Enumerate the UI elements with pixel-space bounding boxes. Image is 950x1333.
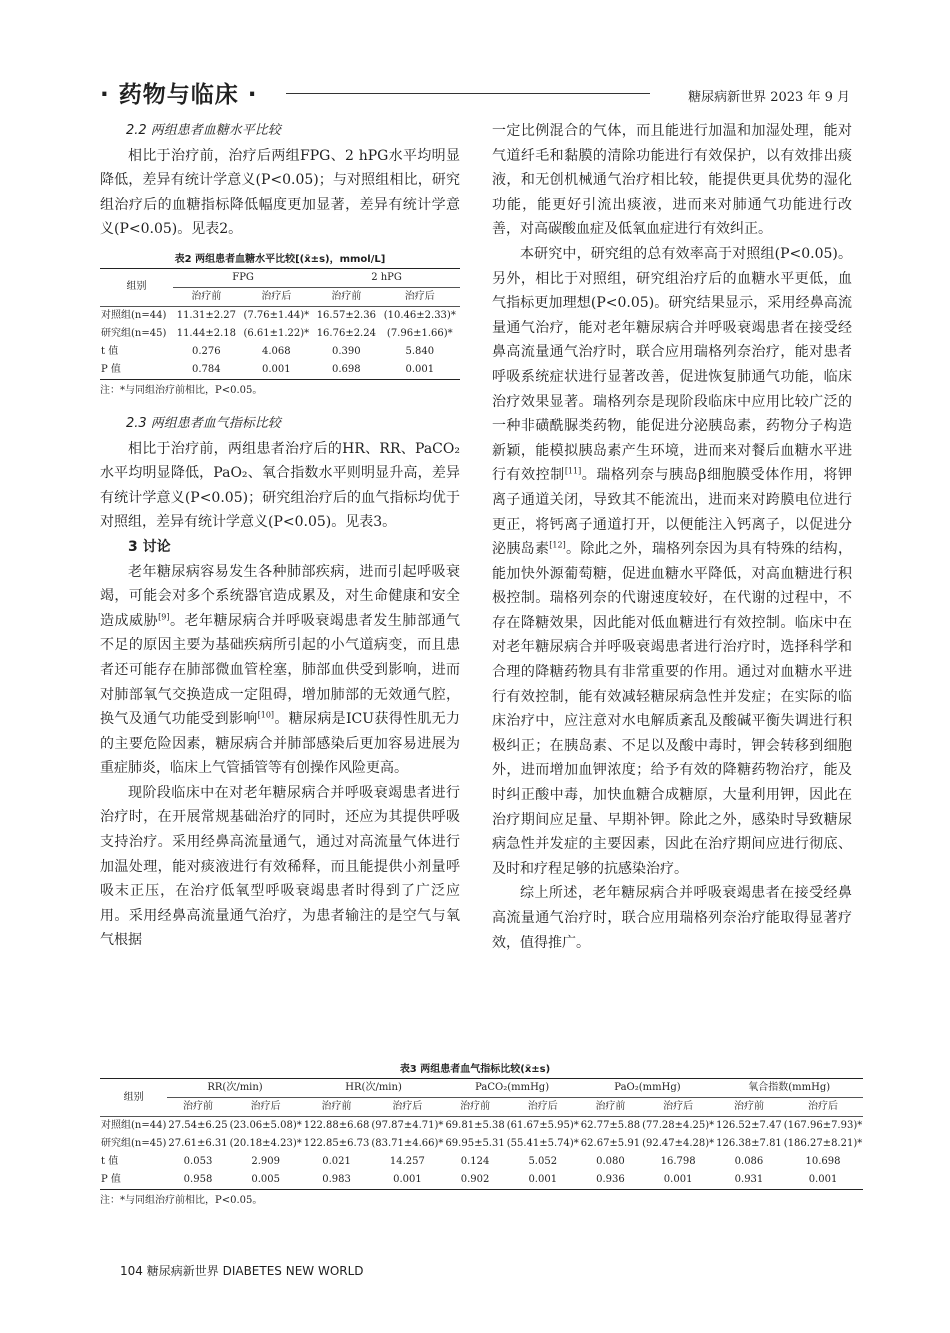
table-cell: 0.001	[240, 361, 313, 380]
row-label: 对照组(n=44)	[100, 306, 173, 325]
text-run: 。瑞格列奈与胰岛β细胞膜受体作用，将钾离子通道关闭，导致其不能流出，进而来对跨膜电位进行更正，将钙离子通道打开，以便能注入钙离子，以促进分泌胰岛素	[492, 467, 853, 558]
table-cell: (20.18±4.23)*	[229, 1138, 302, 1149]
page-footer	[120, 1262, 364, 1279]
footer-journal-cn: 糖尿病新世界	[146, 1264, 219, 1278]
table-col-group: PaCO₂(mmHg)	[444, 1079, 579, 1098]
section-2-2-paragraph: 相比于治疗前，治疗后两组FPG、2 hPG水平均明显降低，差异有统计学意义(P<0.05)；与对照组相比，研究组治疗后的血糖指标降低幅度更加显著，差异有统计学意义(P<0.05)。见表2。	[100, 147, 460, 238]
table-subheader: 治疗后	[808, 1101, 839, 1112]
table-row	[100, 1117, 863, 1136]
table-3	[100, 1062, 863, 1208]
row-label: 研究组(n=45)	[101, 1138, 167, 1149]
table-cell: 126.38±7.81	[716, 1138, 782, 1149]
table-cell: 0.698	[313, 361, 380, 380]
table-cell: 0.001	[641, 1171, 715, 1190]
table-3-caption: 表3 两组患者血气指标比较(x̄±s)	[399, 1064, 551, 1075]
table-2-note: 注：*与同组治疗前相比，P<0.05。	[100, 384, 263, 396]
table-row	[100, 361, 460, 380]
citation-12: [12]	[549, 540, 566, 550]
table-cell: 69.81±5.38	[444, 1117, 505, 1136]
section-2-3-paragraph: 相比于治疗前，两组患者治疗后的HR、RR、PaCO₂水平均明显降低，PaO₂、氧合指数水平则明显升高，差异有统计学意义(P<0.05)；研究组治疗后的血气指标均优于对照组，差异有统计学意义(P<0.05)。见表3。	[100, 440, 460, 531]
table-cell: 0.936	[580, 1171, 641, 1190]
table-cell: 27.61±6.31	[168, 1138, 228, 1149]
table-3-note: 注：*与同组治疗前相比，P<0.05。	[100, 1195, 263, 1206]
discussion-paragraph-continued: 一定比例混合的气体，而且能进行加温和加湿处理，能对气道纤毛和黏膜的清除功能进行有效保护，以有效排出痰液，和无创机械通气治疗相比较，能提供更具优势的湿化功能，能更好引流出痰液，进而来对肺通气功能进行改善，对高碳酸血症及低氧血症进行有效纠正。	[492, 123, 852, 238]
table-row	[100, 1135, 863, 1153]
table-cell: (10.46±2.33)*	[380, 306, 460, 325]
row-label: P 值	[100, 1171, 167, 1190]
table-cell: (92.47±4.28)*	[642, 1138, 715, 1149]
left-column	[100, 119, 460, 953]
row-label: 对照组(n=44)	[100, 1117, 167, 1136]
table-cell: 69.95±5.31	[445, 1138, 505, 1149]
table-subheader: 治疗前	[331, 290, 362, 302]
citation-10: [10]	[257, 710, 275, 720]
table-cell: 16.57±2.36	[313, 306, 380, 325]
table-col-group: RR(次/min)	[167, 1079, 302, 1098]
table-cell: 0.086	[734, 1156, 764, 1167]
table-cell: (97.87±4.71)*	[370, 1117, 444, 1136]
table-3-grid	[100, 1078, 863, 1190]
table-cell: (6.61±1.22)*	[243, 327, 310, 339]
table-subheader: 治疗后	[404, 290, 435, 302]
text-run: 。除此之外，瑞格列奈因为具有特殊的结构，能加快外源葡萄糖，促进血糖水平降低，对高血糖进行积极控制。瑞格列奈的代谢速度较好，在代谢的过程中，不存在降糖效果，因此能对低血糖进行有效控制。临床中在对老年糖尿病合并呼吸衰竭患者进行治疗时，选择科学和合理的降糖药物具有非常重要的作用。通过对血糖水平进行有效控制，能有效减轻糖尿病急性并发症；在实际的临床治疗中，应注意对水电解质紊乱及酸碱平衡失调进行积极纠正；在胰岛素、不足以及酸中毒时，钾会转移到细胞外，进而增加血钾浓度；给予有效的降糖药物治疗，能及时纠正酸中毒，加快血糖合成糖原，大量利用钾，因此在治疗期间应足量、早期补钾。除此之外，感染时导致糖尿病急性并发症的主要因素，因此在治疗期间应进行彻底、及时和疗程足够的抗感染治疗。	[492, 541, 853, 877]
section-2-3-title: 2.3 两组患者血气指标比较	[126, 415, 281, 431]
journal-date: 糖尿病新世界 2023 年 9 月	[688, 90, 850, 105]
table-row	[100, 343, 460, 361]
table-cell: 10.698	[805, 1156, 841, 1167]
row-label: P 值	[100, 361, 173, 380]
text-run: 。糖尿病是ICU获得性肌无力的主要危险因素，糖尿病合并肺部感染后更加容易进展为重症肺炎，临床上气管插管等有创操作风险更高。	[100, 711, 461, 777]
table-cell: 0.931	[715, 1171, 783, 1190]
table-cell: 122.88±6.68	[303, 1117, 371, 1136]
table-col-group: HR(次/min)	[303, 1079, 445, 1098]
table-cell: (7.76±1.44)*	[240, 306, 313, 325]
table-cell: 14.257	[389, 1156, 425, 1167]
table-subheader: 治疗前	[595, 1101, 626, 1112]
section-3-title: 3 讨论	[128, 538, 171, 555]
table-cell: (61.67±5.95)*	[506, 1117, 580, 1136]
table-row	[100, 1153, 863, 1171]
table-cell: 0.001	[506, 1171, 580, 1190]
table-cell: 5.840	[405, 345, 435, 357]
table-cell: (7.96±1.66)*	[386, 327, 453, 339]
table-2-caption: 表2 两组患者血糖水平比较[(x̄±s)，mmol/L]	[174, 253, 386, 265]
table-subheader: 治疗后	[663, 1101, 694, 1112]
table-cell: 16.76±2.24	[316, 327, 376, 339]
table-cell: 0.124	[460, 1156, 490, 1167]
table-cell: (23.06±5.08)*	[229, 1117, 303, 1136]
table-cell: 27.54±6.25	[167, 1117, 228, 1136]
table-cell: 0.080	[596, 1156, 625, 1167]
citation-9: [9]	[158, 612, 170, 622]
table-cell: 126.52±7.47	[715, 1117, 783, 1136]
text-run: 。老年糖尿病合并呼吸衰竭患者发生肺部通气不足的原因主要为基础疾病所引起的小气道病变，而且患者还可能存在肺部微血管栓塞，肺部血供受到影响，进而对肺部氧气交换造成一定阻碍，增加肺部的无效通气腔，换气及通气功能受到影响	[100, 612, 460, 728]
table-header-group: 组别	[100, 1079, 167, 1117]
table-subheader: 治疗前	[183, 1101, 213, 1112]
discussion-paragraph-2: 现阶段临床中在对老年糖尿病合并呼吸衰竭患者进行治疗时，在开展常规基础治疗的同时，还应为其提供呼吸支持治疗。采用经鼻高流量通气，通过对高流量气体进行加温处理，能对痰液进行有效稀释，而且能提供小剂量呼吸末正压，在治疗低氧型呼吸衰竭患者时得到了广泛应用。采用经鼻高流量通气治疗，为患者输注的是空气与氧气根据	[100, 784, 460, 949]
table-cell: 0.001	[380, 361, 460, 380]
table-cell: 16.798	[660, 1156, 696, 1167]
table-subheader: 治疗后	[527, 1101, 558, 1112]
row-label: 研究组(n=45)	[101, 327, 167, 339]
table-2	[100, 252, 460, 398]
text-run: 老年糖尿病容易发生各种肺部疾病，进而引起呼吸衰竭，可能会对多个系统器官造成累及，对生命健康和安全造成威胁	[100, 563, 460, 629]
table-col-group: FPG	[173, 268, 313, 287]
section-header-title: · 药物与临床 ·	[100, 82, 258, 108]
table-2-grid	[100, 268, 460, 380]
table-cell: 0.390	[332, 345, 361, 357]
table-cell: 0.784	[173, 361, 240, 380]
text-run: 本研究中，研究组的总有效率高于对照组(P<0.05)。另外，相比于对照组，研究组治疗后的血糖水平更低，血气指标更加理想(P<0.05)。研究结果显示，采用经鼻高流量通气治疗，能对老年糖尿病合并呼吸衰竭患者在接受经鼻高流量通气治疗时，联合应用瑞格列奈治疗，能对患者呼吸系统症状进行显著改善，促进恢复肺通气功能，临床治疗效果显著。瑞格列奈是现阶段临床中应用比较广泛的一种非磺酰脲类药物，能促进分泌胰岛素，药物分子构造新颖，能模拟胰岛素产生环境，进而来对餐后血糖水平进行有效控制	[492, 245, 852, 484]
table-cell: 11.44±2.18	[176, 327, 236, 339]
table-subheader: 治疗前	[460, 1101, 491, 1112]
page-number: 104	[120, 1264, 143, 1278]
table-cell: (186.27±8.21)*	[783, 1138, 863, 1149]
section-2-2-title: 2.2 两组患者血糖水平比较	[126, 123, 281, 138]
table-cell: (167.96±7.93)*	[783, 1117, 863, 1136]
table-cell: 11.31±2.27	[173, 306, 240, 325]
row-label: t 值	[101, 1156, 119, 1167]
table-subheader: 治疗后	[392, 1101, 423, 1112]
table-cell: 0.053	[183, 1156, 213, 1167]
footer-journal-en: DIABETES NEW WORLD	[222, 1264, 364, 1278]
table-subheader: 治疗前	[733, 1101, 764, 1112]
table-cell: 4.068	[262, 345, 291, 357]
table-cell: 62.77±5.88	[580, 1117, 641, 1136]
row-label: t 值	[101, 345, 119, 357]
table-cell: (77.28±4.25)*	[641, 1117, 715, 1136]
table-col-group: 氧合指数(mmHg)	[715, 1079, 863, 1098]
table-cell: 0.983	[303, 1171, 371, 1190]
header-rule	[286, 93, 650, 94]
table-cell: 0.001	[370, 1171, 444, 1190]
table-cell: 122.85±6.73	[303, 1138, 370, 1149]
conclusion-paragraph: 综上所述，老年糖尿病合并呼吸衰竭患者在接受经鼻高流量通气治疗时，联合应用瑞格列奈治疗能取得显著疗效，值得推广。	[492, 885, 852, 951]
table-row	[100, 325, 460, 343]
table-cell: 2.909	[251, 1156, 280, 1167]
table-subheader: 治疗前	[191, 290, 222, 302]
right-column	[492, 119, 852, 955]
table-row	[100, 306, 460, 325]
discussion-paragraph-3	[492, 242, 852, 881]
citation-11: [11]	[564, 466, 582, 476]
table-cell: (55.41±5.74)*	[506, 1138, 579, 1149]
table-cell: 5.052	[528, 1156, 558, 1167]
table-cell: 0.001	[783, 1171, 863, 1190]
table-cell: 0.958	[167, 1171, 228, 1190]
table-cell: 0.902	[444, 1171, 505, 1190]
table-cell: (83.71±4.66)*	[371, 1138, 444, 1149]
table-header-group: 组别	[100, 268, 173, 306]
table-col-group: 2 hPG	[313, 268, 460, 287]
table-col-group: PaO₂(mmHg)	[580, 1079, 715, 1098]
table-cell: 0.021	[322, 1156, 351, 1167]
table-subheader: 治疗前	[321, 1101, 352, 1112]
table-subheader: 治疗后	[250, 1101, 281, 1112]
table-cell: 62.67±5.91	[580, 1138, 641, 1149]
table-subheader: 治疗后	[261, 290, 292, 302]
table-row	[100, 1171, 863, 1190]
table-cell: 0.005	[229, 1171, 303, 1190]
table-cell: 0.276	[192, 345, 221, 357]
discussion-paragraph-1	[100, 560, 460, 781]
